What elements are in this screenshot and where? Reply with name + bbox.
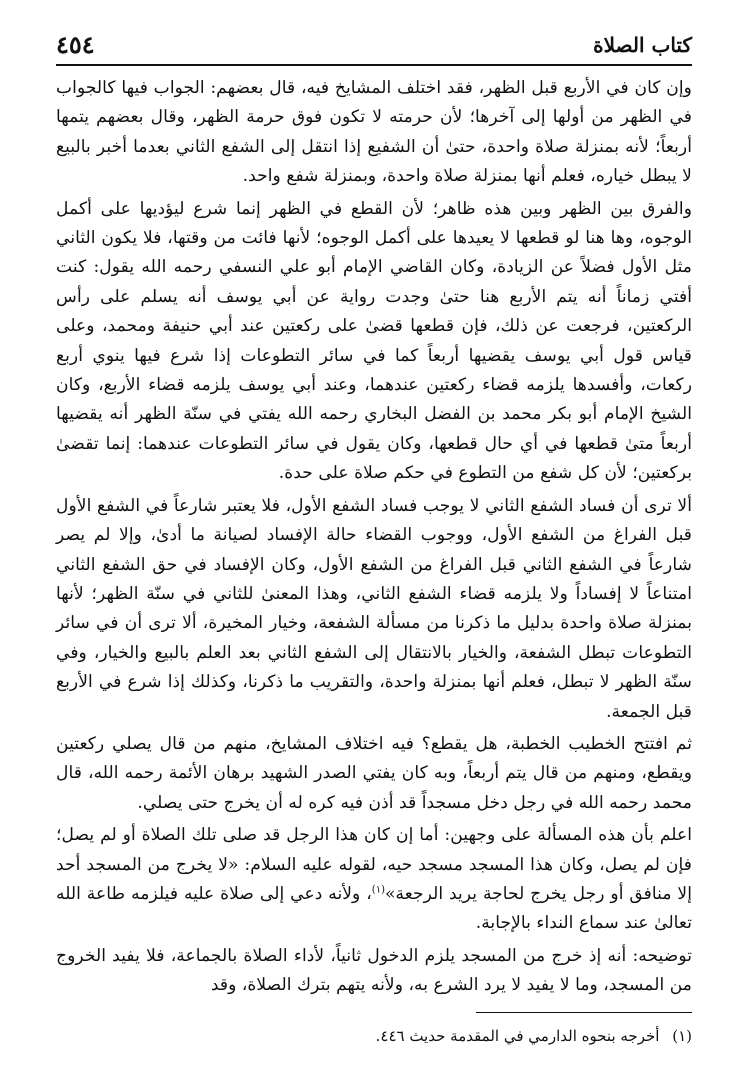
paragraph-1: وإن كان في الأربع قبل الظهر، فقد اختلف المشايخ فيه، قال بعضهم: الجواب فيها كالجواب في الظهر من أولها إلى آخرها؛ لأن حرمته لا تكون فوق حرمة الظهر، وقال بعضهم يتمها أربعاً؛ لأنه بمنزلة صلاة واحدة، حتىٰ أن الشفيع إذا انتقل إلى الشفع الثاني بعدما أخبر بالبيع لا يبطل خياره، فعلم أنها بمنزلة صلاة واحدة، وبمنزلة شفع واحد.: [56, 78, 692, 187]
chapter-title: كتاب الصلاة: [593, 33, 692, 57]
paragraph-5: [56, 821, 692, 939]
main-text: [56, 74, 692, 1001]
paragraph-6: توضيحه: أنه إذ خرج من المسجد يلزم الدخول ثانياً، لأداء الصلاة بالجماعة، فلا يفيد الخروج من المسجد، وما لا يفيد لا يرد الشرع به، ولأنه يتهم بترك الصلاة، وقد: [56, 945, 692, 996]
book-page: [56, 28, 692, 1045]
paragraph-4: ثم افتتح الخطيب الخطبة، هل يقطع؟ فيه اختلاف المشايخ، منهم من قال يصلي ركعتين ويقطع، ومنهم من قال يتم أربعاً، وبه كان يفتي الصدر الشهيد برهان الأئمة رحمه الله، قال محمد رحمه الله في رجل دخل مسجداً قد أذن فيه كره له أن يخرج حتى يصلي.: [56, 733, 692, 813]
paragraph-5-tail: ، ولأنه دعي إلى صلاة عليه فيلزمه طاعة الله تعالىٰ عند سماع النداء بالإجابة.: [56, 883, 692, 934]
paragraph-3: ألا ترى أن فساد الشفع الثاني لا يوجب فساد الشفع الأول، فلا يعتبر شارعاً في الشفع الأول قبل الفراغ من الشفع الأول، ووجوب القضاء حالة الإفساد لصيانة ما أدىٰ، وإلا لم يصر شارعاً في الشفع الثاني قبل الفراغ من الشفع الأول، وكان الإفساد في حق الشفع الثاني امتناعاً لا إفساداً ولا يلزمه قضاء الشفع الثاني، وهذا المعنىٰ للثاني في سنّة الظهر؛ لأنها بمنزلة صلاة واحدة بدليل ما ذكرنا من مسألة الشفعة، وخيار المخيرة، ألا ترى أن في سائر التطوعات تبطل الشفعة، والخيار بالانتقال إلى الشفع الثاني بعد العلم بالبيع والخيار، وفي سنّة الظهر لا تبطل، فعلم أنها بمنزلة واحدة، والتقريب ما ذكرنا، وكذلك إذا شرع في الأربع قبل الجمعة.: [56, 495, 692, 722]
paragraph-2: والفرق بين الظهر وبين هذه ظاهر؛ لأن القطع في الظهر إنما شرع ليؤديها على أكمل الوجوه، وها هنا لو قطعها لا يعيدها على أكمل الوجوه؛ لأنها فائت من وقتها، فلا يكون الثاني مثل الأول فضلاً عن الزيادة، وكان القاضي الإمام أبو علي النسفي رحمه الله يقول: كنت أفتي زماناً أنه يتم الأربع هنا حتىٰ وجدت رواية عن أبي يوسف أنه يسلم على رأس الركعتين، فرجعت عن ذلك، فإن قطعها قضىٰ على ركعتين عند أبي حنيفة ومحمد، وعلى قياس قول أبي يوسف يقضيها أربعاً كما في سائر التطوعات إذا شرع فيها ينوي أربع ركعات، وأفسدها يلزمه قضاء ركعتين عندهما، وعند أبي يوسف يلزمه قضاء الأربع، وكان الشيخ الإمام أبو بكر محمد بن الفضل البخاري رحمه الله يفتي في سنّة الظهر أنه يقضيها أربعاً متىٰ قطعها في أي حال قطعها، وكان يقول في سائر التطوعات عندهما: إنما تقضىٰ بركعتين؛ لأن كل شفع من التطوع في حكم صلاة على حدة.: [56, 198, 692, 484]
footnote-text: أخرجه بنحوه الدارمي في المقدمة حديث ٤٤٦.: [375, 1027, 660, 1045]
footnote-reference[interactable]: (١): [371, 884, 385, 896]
header-rule: [56, 64, 692, 66]
paragraph-5-text: اعلم بأن هذه المسألة على وجهين: أما إن كان هذا الرجل قد صلى تلك الصلاة أو لم يصل؛ فإن لم يصل، وكان هذا المسجد مسجد حيه، لقوله عليه السلام: «لا يخرج من المسجد أحد إلا منافق أو رجل يخرج لحاجة يريد الرجعة»: [56, 825, 692, 904]
footnote-mark: (١): [672, 1027, 692, 1045]
footnote: [56, 1024, 692, 1048]
footnote-rule: [476, 1012, 692, 1013]
running-head: [56, 28, 692, 60]
page-number: ٤٥٤: [56, 30, 95, 59]
